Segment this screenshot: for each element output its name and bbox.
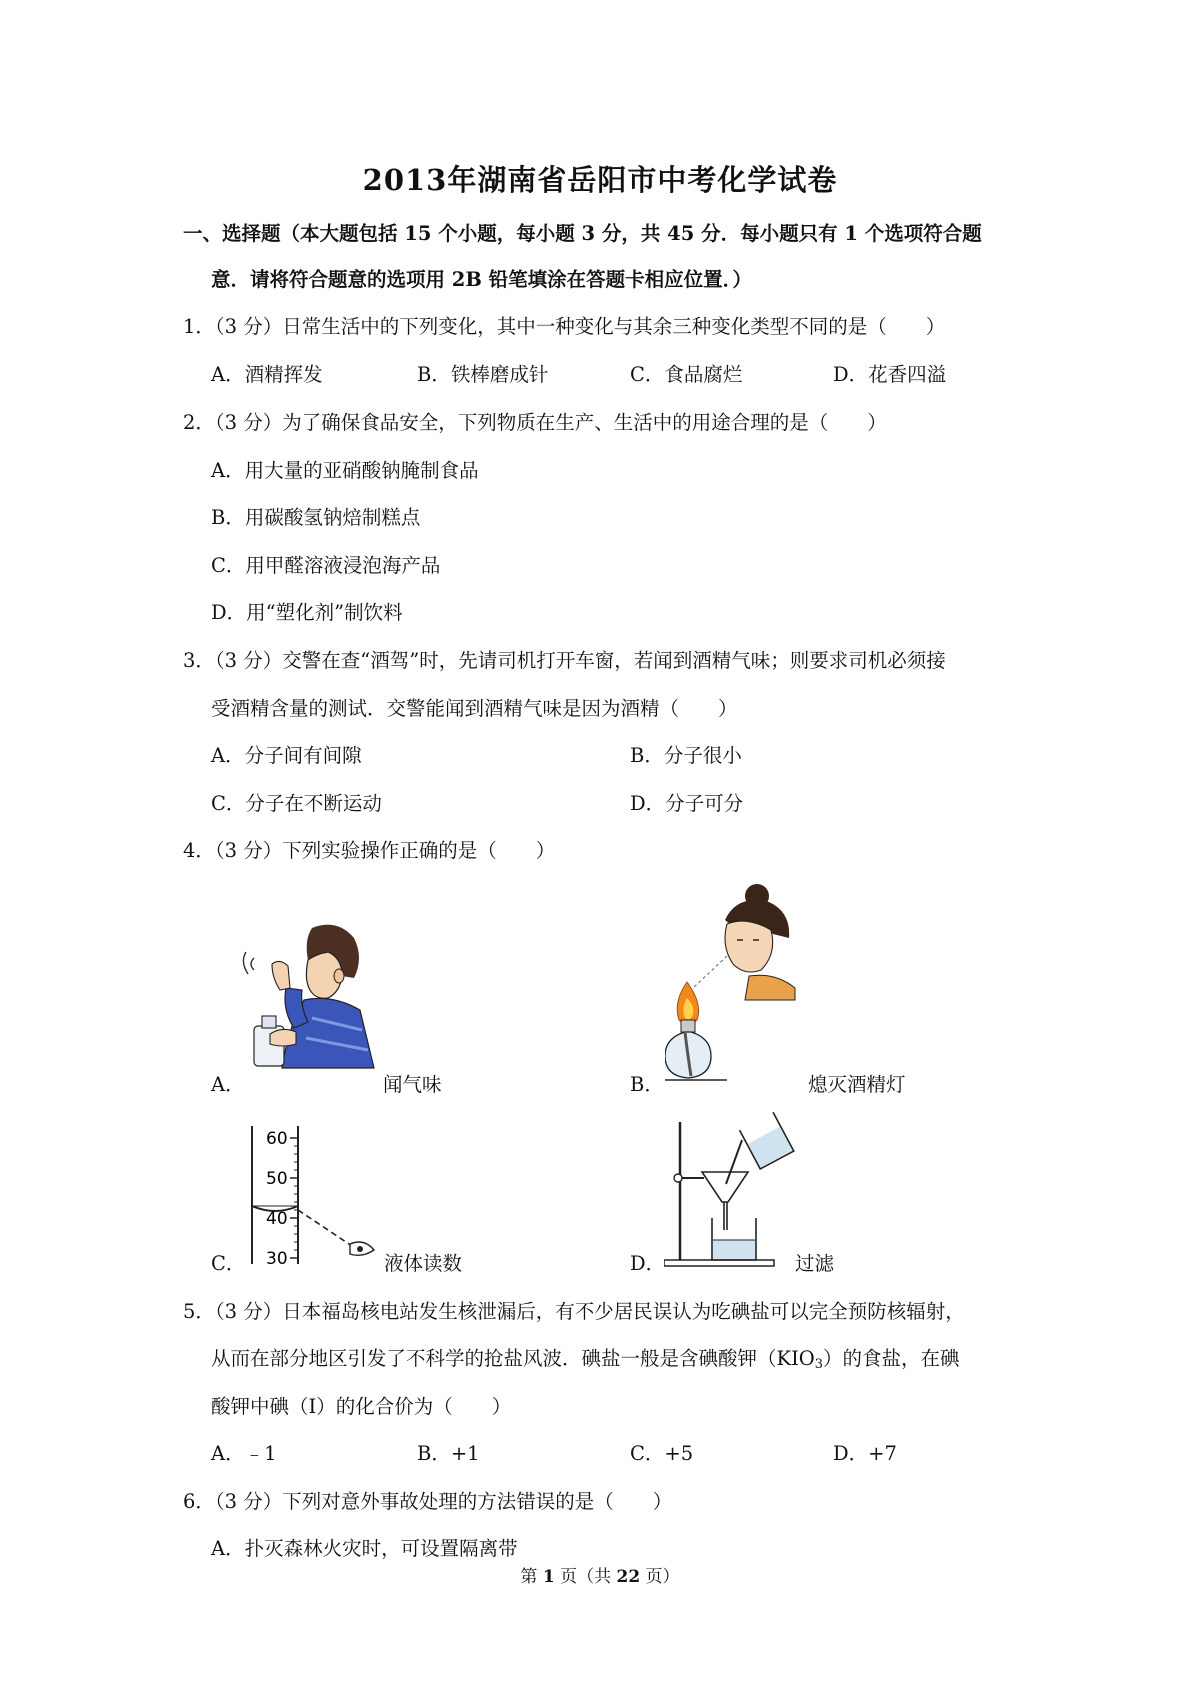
page-title: 2013年湖南省岳阳市中考化学试卷 [362,163,838,197]
graduated-cylinder-illustration [246,1126,386,1266]
footer-pre: 第 [520,1567,543,1587]
question-2-option-a: A．用大量的亚硝酸钠腌制食品 [211,459,479,482]
question-3-option-b: B．分子很小 [630,744,742,767]
question-5-option-d: D．+7 [833,1442,897,1465]
question-1-option-c: C．食品腐烂 [630,363,743,386]
question-3-stem-line2: 受酒精含量的测试．交警能闻到酒精气味是因为酒精（ ） [211,697,738,720]
question-2-option-d: D．用“塑化剂”制饮料 [211,601,403,624]
question-4-option-c-text: 液体读数 [384,1252,463,1275]
cylinder-tick-30: 30 [266,1249,288,1266]
question-1-option-b: B．铁棒磨成针 [417,363,549,386]
question-5-subscript: 3 [814,1357,824,1372]
question-5-option-a: A．﹣1 [211,1442,277,1465]
section-heading-line2: 意．请将符合题意的选项用 2B 铅笔填涂在答题卡相应位置．） [211,268,752,291]
question-4-option-b-letter: B． [630,1073,664,1096]
question-4-option-a-text: 闻气味 [383,1073,442,1096]
question-5-stem-line2-end: ）的食盐，在碘 [823,1347,960,1370]
question-4-stem: 4．（3 分）下列实验操作正确的是（ ） [183,839,556,862]
cylinder-tick-50: 50 [266,1169,288,1189]
girl-blowing-lamp-illustration [665,880,800,1090]
question-5-stem-line2 [211,1347,960,1377]
cylinder-tick-40: 40 [266,1209,288,1229]
question-5-option-b: B．+1 [417,1442,480,1465]
page-footer [0,1562,1200,1587]
cylinder-tick-60: 60 [266,1129,288,1149]
question-4-option-d-text: 过滤 [795,1252,835,1275]
question-3-option-c: C．分子在不断运动 [211,792,382,815]
question-4-option-a-letter: A． [211,1073,245,1096]
filtration-setup-illustration [664,1112,804,1272]
footer-total-pages: 22 [616,1567,641,1587]
footer-mid: 页（共 [554,1567,617,1587]
footer-page-number: 1 [542,1567,555,1587]
question-1-option-d: D．花香四溢 [833,363,947,386]
question-2-option-b: B．用碳酸氢钠焙制糕点 [211,506,421,529]
footer-post: 页） [640,1567,680,1587]
boy-smelling-illustration [242,918,382,1070]
question-4-option-d-letter: D． [630,1252,666,1275]
question-3-stem-line1: 3．（3 分）交警在查“酒驾”时，先请司机打开车窗，若闻到酒精气味；则要求司机必须接 [183,649,946,672]
question-5-option-c: C．+5 [630,1442,694,1465]
question-4-option-b-text: 熄灭酒精灯 [808,1073,906,1096]
question-3-option-d: D．分子可分 [630,792,744,815]
question-1-stem: 1．（3 分）日常生活中的下列变化，其中一种变化与其余三种变化类型不同的是（ ） [183,315,946,338]
question-3-option-a: A．分子间有间隙 [211,744,362,767]
question-6-stem: 6．（3 分）下列对意外事故处理的方法错误的是（ ） [183,1490,673,1513]
question-6-option-a: A．扑灭森林火灾时，可设置隔离带 [211,1537,518,1560]
question-4-option-c-letter: C． [211,1252,246,1275]
question-2-option-c: C．用甲醛溶液浸泡海产品 [211,554,441,577]
question-2-stem: 2．（3 分）为了确保食品安全，下列物质在生产、生活中的用途合理的是（ ） [183,411,887,434]
question-1-option-a: A．酒精挥发 [211,363,323,386]
question-5-stem-line3: 酸钾中碘（I）的化合价为（ ） [211,1395,512,1418]
question-5-stem-line2-main: 从而在部分地区引发了不科学的抢盐风波．碘盐一般是含碘酸钾（KIO [211,1347,815,1370]
section-heading-line1: 一、选择题（本大题包括 15 个小题，每小题 3 分，共 45 分．每小题只有 1 个选项符合题 [183,222,982,245]
question-5-stem-line1: 5．（3 分）日本福岛核电站发生核泄漏后，有不少居民误认为吃碘盐可以完全预防核辐射， [183,1300,965,1323]
